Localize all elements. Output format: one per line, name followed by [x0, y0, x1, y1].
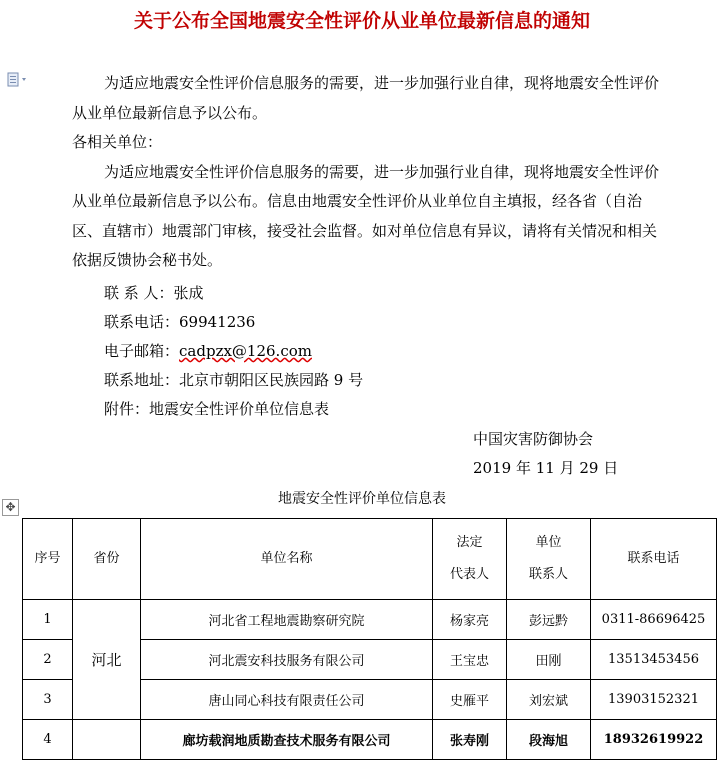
header-legal-rep-line1: 法定 — [456, 535, 483, 550]
cell-legal-rep: 张寿刚 — [433, 720, 507, 760]
cell-unit-name: 河北震安科技服务有限公司 — [141, 640, 433, 680]
header-no: 序号 — [23, 519, 73, 600]
contact-email — [104, 340, 312, 361]
email-link[interactable]: cadpzx@126.com — [179, 342, 312, 360]
header-phone: 联系电话 — [591, 519, 717, 600]
header-contact — [507, 519, 591, 600]
body-text: 为适应地震安全性评价信息服务的需要，进一步加强行业自律，现将地震安全性评价从业单位最新信息予以公布。信息由地震安全性评价从业单位自主填报，经各省（自治区、直辖市）地震部门审核，接受社会监督。如对单位信息有异议，请将有关情况和相关依据反馈协会秘书处。 — [72, 162, 660, 269]
cell-contact: 彭远黔 — [507, 600, 591, 640]
cell-province-empty — [73, 720, 141, 760]
cell-no: 1 — [23, 600, 73, 640]
cell-province: 河北 — [73, 600, 141, 720]
cell-phone: 13903152321 — [591, 680, 717, 720]
cell-legal-rep: 史雁平 — [433, 680, 507, 720]
header-contact-line1: 单位 — [535, 535, 562, 550]
issuing-org: 中国灾害防御协会 — [473, 430, 594, 448]
cell-phone: 0311-86696425 — [591, 600, 717, 640]
header-province: 省份 — [73, 519, 141, 600]
header-unit-name: 单位名称 — [141, 519, 433, 600]
cell-no: 2 — [23, 640, 73, 680]
intro-text: 为适应地震安全性评价信息服务的需要，进一步加强行业自律，现将地震安全性评价从业单位最新信息予以公布。 — [72, 74, 660, 122]
email-label: 电子邮箱： — [104, 342, 180, 360]
cell-contact: 刘宏斌 — [507, 680, 591, 720]
contact-phone: 联系电话：69941236 — [104, 313, 256, 331]
cell-unit-name: 河北省工程地震勘察研究院 — [141, 600, 433, 640]
table-row — [23, 600, 717, 640]
table-row — [23, 720, 717, 760]
table-header-row — [23, 519, 717, 600]
page-title: 关于公布全国地震安全性评价从业单位最新信息的通知 — [133, 10, 590, 32]
cell-no: 4 — [23, 720, 73, 760]
cell-phone: 18932619922 — [591, 720, 717, 760]
attachment-line: 附件：地震安全性评价单位信息表 — [104, 400, 330, 418]
table-caption: 地震安全性评价单位信息表 — [278, 491, 446, 507]
cell-no: 3 — [23, 680, 73, 720]
cell-contact: 段海旭 — [507, 720, 591, 760]
issue-date: 2019 年 11 月 29 日 — [473, 459, 619, 477]
header-legal-rep-line2: 代表人 — [449, 567, 489, 582]
salutation: 各相关单位： — [72, 133, 163, 151]
document-icon[interactable] — [7, 72, 29, 88]
header-contact-line2: 联系人 — [528, 567, 568, 582]
info-table — [22, 518, 717, 760]
intro-paragraph — [72, 69, 664, 276]
contact-address: 联系地址：北京市朝阳区民族园路 9 号 — [104, 371, 364, 389]
cell-phone: 13513453456 — [591, 640, 717, 680]
cell-unit-name: 唐山同心科技有限责任公司 — [141, 680, 433, 720]
cell-unit-name: 廊坊载润地质勘查技术服务有限公司 — [141, 720, 433, 760]
header-legal-rep — [433, 519, 507, 600]
table-move-icon[interactable]: ✥ — [2, 499, 19, 516]
cell-contact: 田刚 — [507, 640, 591, 680]
contact-person: 联 系 人：张成 — [104, 284, 204, 302]
cell-legal-rep: 王宝忠 — [433, 640, 507, 680]
cell-legal-rep: 杨家亮 — [433, 600, 507, 640]
